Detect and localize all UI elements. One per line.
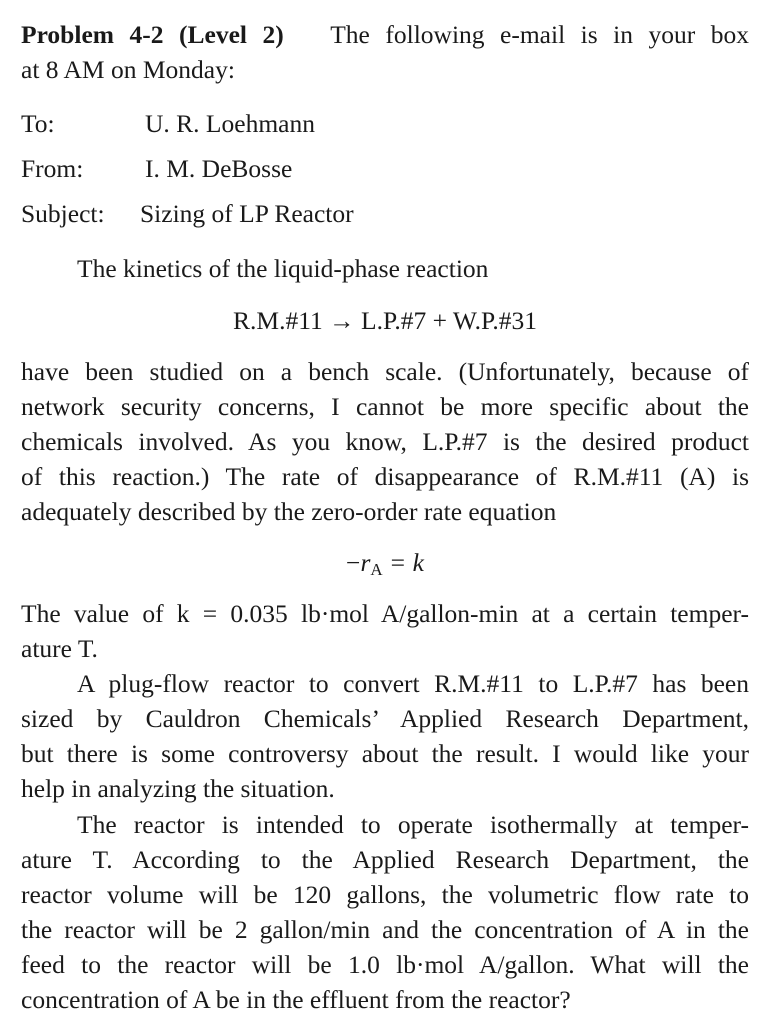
paragraph-4-line-4: help in analyzing the situation. bbox=[21, 774, 335, 803]
paragraph-5-line-3: reactor volume will be 120 gallons, the volumetric flow rate to bbox=[21, 880, 749, 909]
problem-intro-line-2: at 8 AM on Monday: bbox=[21, 55, 235, 84]
email-from-value: I. M. DeBosse bbox=[145, 154, 293, 183]
rate-equation bbox=[21, 548, 749, 585]
paragraph-5-line-5: feed to the reactor will be 1.0 lb·mol A/gallon. What will the bbox=[21, 950, 749, 979]
email-subject-label: Subject: bbox=[21, 199, 105, 228]
paragraph-2-line-4: of this reaction.) The rate of disappearance of R.M.#11 (A) is bbox=[21, 462, 749, 491]
email-to-label: To: bbox=[21, 109, 55, 138]
email-to-value: U. R. Loehmann bbox=[145, 109, 315, 138]
paragraph-5-line-2: ature T. According to the Applied Research Department, the bbox=[21, 845, 749, 874]
problem-intro-text: The following e-mail is in your box bbox=[330, 20, 749, 49]
rate-eq-subscript: A bbox=[370, 560, 383, 579]
rate-eq-rhs: = k bbox=[382, 548, 424, 577]
paragraph-4-line-1: A plug-flow reactor to convert R.M.#11 to L.P.#7 has been bbox=[77, 669, 749, 698]
paragraph-3-line-1: The value of k = 0.035 lb·mol A/gallon-min at a certain temper- bbox=[21, 599, 749, 628]
paragraph-5-line-6: concentration of A be in the effluent from the reactor? bbox=[21, 985, 571, 1014]
paragraph-1-line-1: The kinetics of the liquid-phase reaction bbox=[77, 254, 489, 283]
reaction-equation: R.M.#11 → L.P.#7 + W.P.#31 bbox=[233, 306, 537, 335]
paragraph-2-line-5: adequately described by the zero-order rate equation bbox=[21, 497, 557, 526]
paragraph-2-line-1: have been studied on a bench scale. (Unfortunately, because of bbox=[21, 357, 749, 386]
paragraph-2-line-2: network security concerns, I cannot be more specific about the bbox=[21, 392, 749, 421]
problem-intro-line-1 bbox=[21, 20, 749, 50]
rate-eq-r: r bbox=[360, 548, 371, 577]
paragraph-3-line-2: ature T. bbox=[21, 634, 98, 663]
email-subject-value: Sizing of LP Reactor bbox=[140, 199, 354, 228]
paragraph-4-line-2: sized by Cauldron Chemicals’ Applied Research Department, bbox=[21, 704, 749, 733]
paragraph-2-line-3: chemicals involved. As you know, L.P.#7 is the desired product bbox=[21, 427, 749, 456]
paragraph-5-line-1: The reactor is intended to operate isothermally at temper- bbox=[77, 810, 749, 839]
rate-eq-minus: − bbox=[346, 548, 361, 577]
problem-title: Problem 4-2 (Level 2) bbox=[21, 20, 284, 49]
email-from-label: From: bbox=[21, 154, 84, 183]
paragraph-5-line-4: the reactor will be 2 gallon/min and the concentration of A in the bbox=[21, 915, 749, 944]
paragraph-4-line-3: but there is some controversy about the result. I would like your bbox=[21, 739, 749, 768]
